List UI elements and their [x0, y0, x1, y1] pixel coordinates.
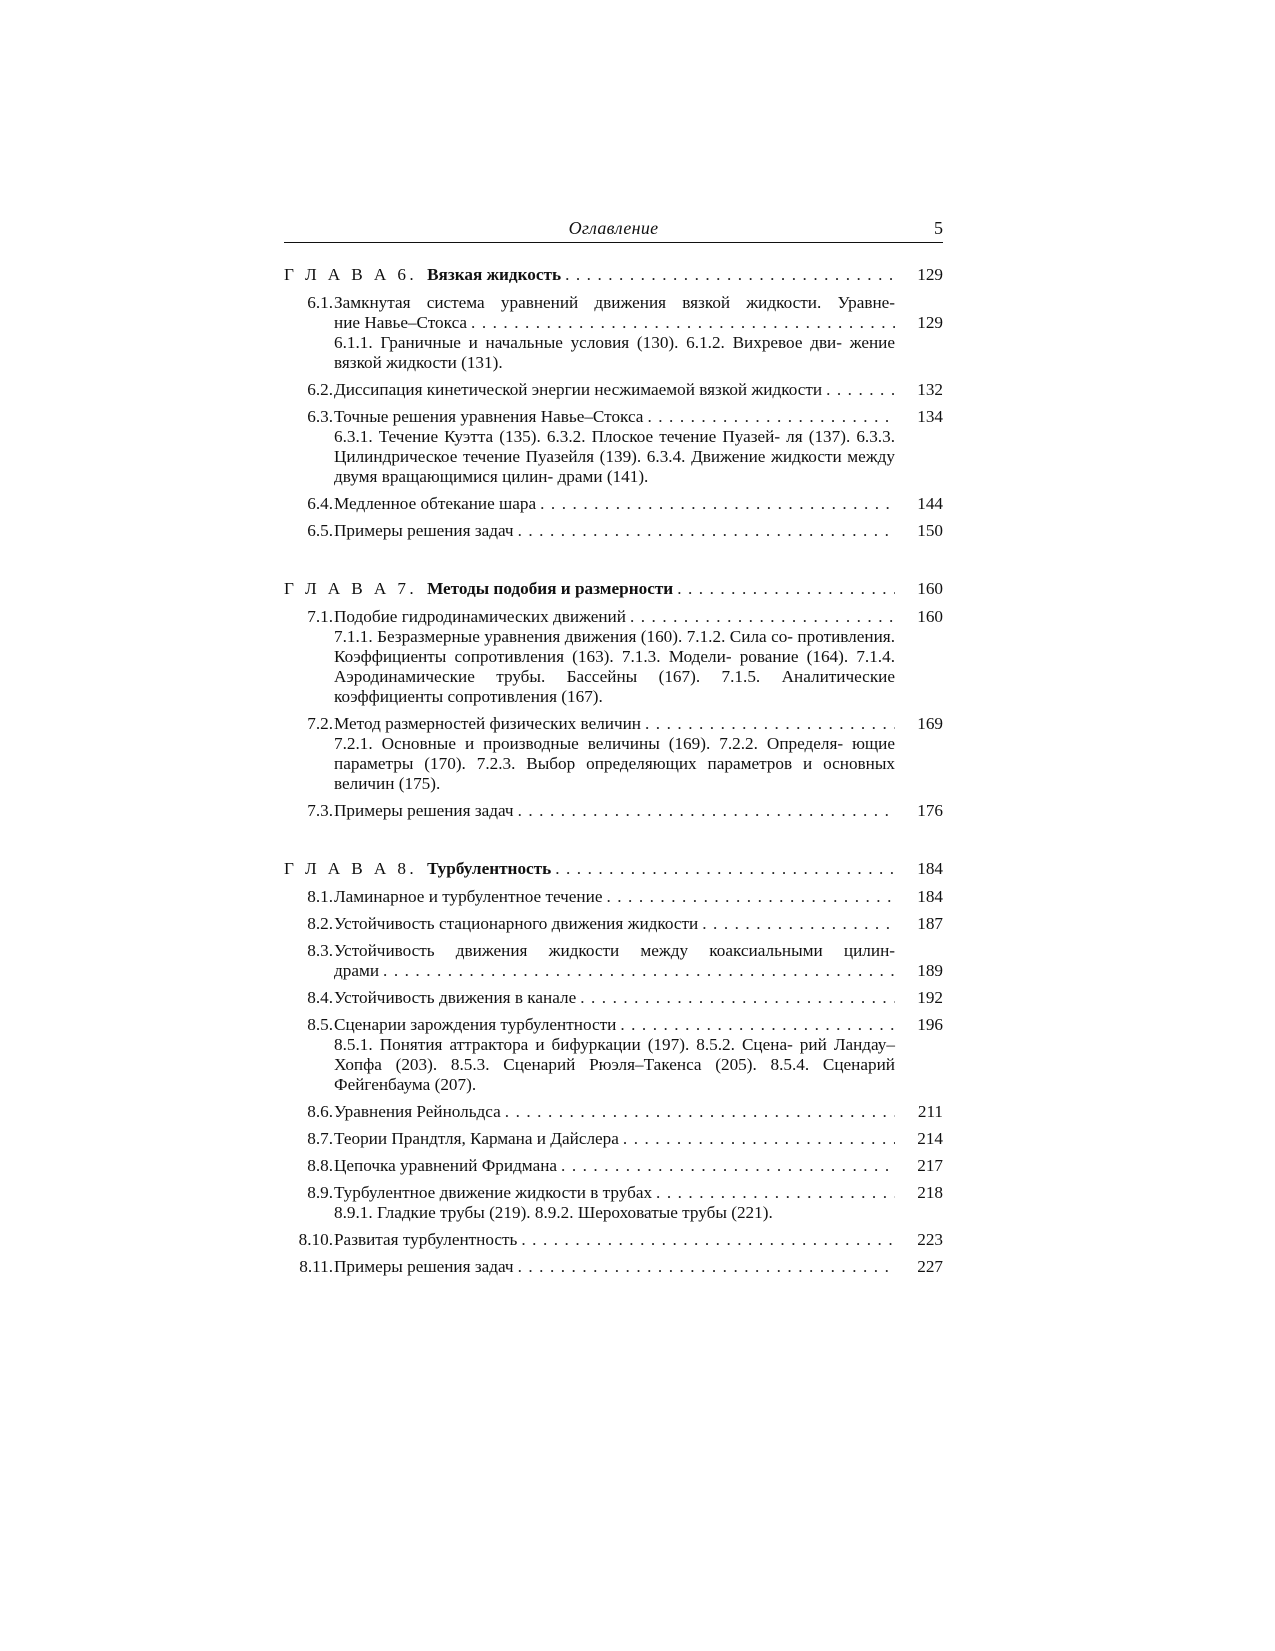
- table-of-contents: [284, 265, 943, 1277]
- section-title: Подобие гидродинамических движений: [334, 607, 626, 626]
- section-number: 8.7.: [307, 1129, 333, 1148]
- section-title: Сценарии зарождения турбулентности: [334, 1015, 617, 1034]
- toc-entry[interactable]: [284, 714, 943, 794]
- section-title: Медленное обтекание шара: [334, 494, 537, 513]
- toc-entry[interactable]: [284, 1102, 943, 1122]
- section-page-number: 169: [917, 714, 943, 733]
- chapter-heading[interactable]: [284, 579, 943, 599]
- toc-entry[interactable]: [284, 1156, 943, 1176]
- section-title: Цепочка уравнений Фридмана: [334, 1156, 558, 1175]
- chapter-title: Вязкая жидкость: [427, 265, 562, 284]
- section-page-number: 150: [917, 521, 943, 540]
- section-body: [334, 1015, 895, 1095]
- section-number: 8.3.: [307, 941, 333, 960]
- section-leader-line: [334, 1183, 895, 1203]
- section-number: 7.1.: [307, 607, 333, 626]
- dot-leader: [540, 494, 895, 514]
- chapter-block: [284, 579, 943, 821]
- section-page-number: 187: [917, 914, 943, 933]
- section-body: [334, 380, 895, 400]
- dot-leader: [645, 714, 895, 734]
- toc-entry[interactable]: [284, 801, 943, 821]
- dot-leader: [580, 988, 895, 1008]
- chapter-page-number: 184: [917, 859, 943, 878]
- section-body: [334, 714, 895, 794]
- section-leader-line: [334, 380, 895, 400]
- section-title: Примеры решения задач: [334, 521, 514, 540]
- section-title-line: Замкнутая система уравнений движения вязкой жидкости. Уравне-: [334, 293, 895, 312]
- section-number: 8.1.: [307, 887, 333, 906]
- chapter-leader-line: [284, 859, 895, 879]
- dot-leader: [606, 887, 895, 907]
- section-leader-line: [334, 521, 895, 541]
- dot-leader: [521, 1230, 895, 1250]
- subsection-list: 7.1.1. Безразмерные уравнения движения (160). 7.1.2. Сила со- противления. Коэффициенты сопротивления (163). 7.1.3. Модели- рование (164). 7.1.4. Аэродинамические трубы. Бассейны (167). 7.1.5. Аналитические коэффициенты сопротивления (167).: [334, 627, 895, 706]
- running-head-page-number: 5: [934, 218, 943, 238]
- section-body: [334, 521, 895, 541]
- section-body: [334, 914, 895, 934]
- subsection-list: 8.5.1. Понятия аттрактора и бифуркации (197). 8.5.2. Сцена- рий Ландау–Хопфа (203). 8.5.3. Сценарий Рюэля–Такенса (205). 8.5.4. Сценарий Фейгенбаума (207).: [334, 1035, 895, 1094]
- section-body: [334, 293, 895, 373]
- toc-page: [284, 216, 943, 1277]
- dot-leader: [630, 607, 895, 627]
- chapter-heading[interactable]: [284, 859, 943, 879]
- section-leader-line: [334, 494, 895, 514]
- subsection-list: 6.3.1. Течение Куэтта (135). 6.3.2. Плоское течение Пуазей- ля (137). 6.3.3. Цилиндрическое течение Пуазейля (139). 6.3.4. Движение жидкости между двумя вращающимися цилин- драми (141).: [334, 427, 895, 486]
- dot-leader: [561, 1156, 895, 1176]
- toc-entry[interactable]: [284, 407, 943, 487]
- section-title: Ламинарное и турбулентное течение: [334, 887, 603, 906]
- chapter-heading-text: [284, 579, 673, 599]
- running-head: [284, 216, 943, 243]
- section-page-number: 227: [917, 1257, 943, 1276]
- section-body: [334, 1183, 895, 1223]
- section-leader-line: [334, 313, 895, 333]
- dot-leader: [518, 1257, 895, 1277]
- section-page-number: 217: [917, 1156, 943, 1175]
- dot-leader: [471, 313, 895, 333]
- chapter-label: Г Л А В А 6.: [284, 265, 418, 284]
- toc-entry[interactable]: [284, 1230, 943, 1250]
- chapter-label: Г Л А В А 7.: [284, 579, 418, 598]
- section-body: [334, 887, 895, 907]
- chapter-heading-text: [284, 265, 561, 285]
- section-title-line: драми: [334, 961, 380, 980]
- dot-leader: [518, 801, 895, 821]
- chapter-page-number: 129: [917, 265, 943, 284]
- section-number: 8.8.: [307, 1156, 333, 1175]
- section-leader-line: [334, 887, 895, 907]
- section-title: Метод размерностей физических величин: [334, 714, 642, 733]
- section-page-number: 189: [917, 961, 943, 980]
- section-page-number: 184: [917, 887, 943, 906]
- dot-leader: [623, 1129, 895, 1149]
- section-title: Устойчивость движения в канале: [334, 988, 577, 1007]
- chapter-title: Турбулентность: [427, 859, 552, 878]
- chapter-title: Методы подобия и размерности: [427, 579, 674, 598]
- section-title: Диссипация кинетической энергии несжимаемой вязкой жидкости: [334, 380, 823, 399]
- section-page-number: 192: [917, 988, 943, 1007]
- section-body: [334, 941, 895, 981]
- dot-leader: [518, 521, 895, 541]
- toc-entry[interactable]: [284, 887, 943, 907]
- toc-entry[interactable]: [284, 941, 943, 981]
- section-title: Точные решения уравнения Навье–Стокса: [334, 407, 644, 426]
- running-head-title: Оглавление: [568, 218, 659, 238]
- section-title: Теории Прандтля, Кармана и Дайслера: [334, 1129, 619, 1148]
- section-page-number: 196: [917, 1015, 943, 1034]
- section-number: 8.2.: [307, 914, 333, 933]
- section-number: 8.9.: [307, 1183, 333, 1202]
- chapter-heading[interactable]: [284, 265, 943, 285]
- section-leader-line: [334, 988, 895, 1008]
- section-page-number: 132: [917, 380, 943, 399]
- section-page-number: 211: [917, 1102, 943, 1121]
- toc-entry[interactable]: [284, 293, 943, 373]
- section-leader-line: [334, 607, 895, 627]
- section-number: 8.6.: [307, 1102, 333, 1121]
- chapter-leader-line: [284, 265, 895, 285]
- section-body: [334, 1156, 895, 1176]
- chapter-page-number: 160: [917, 579, 943, 598]
- section-body: [334, 801, 895, 821]
- subsection-list: 8.9.1. Гладкие трубы (219). 8.9.2. Шероховатые трубы (221).: [334, 1203, 773, 1222]
- section-number: 7.3.: [307, 801, 333, 820]
- toc-entry[interactable]: [284, 914, 943, 934]
- section-body: [334, 607, 895, 707]
- chapter-leader-line: [284, 579, 895, 599]
- section-page-number: 134: [917, 407, 943, 426]
- section-page-number: 129: [917, 313, 943, 332]
- section-page-number: 223: [917, 1230, 943, 1249]
- toc-entry[interactable]: [284, 1257, 943, 1277]
- section-page-number: 218: [917, 1183, 943, 1202]
- dot-leader: [647, 407, 895, 427]
- section-leader-line: [334, 801, 895, 821]
- toc-entry[interactable]: [284, 988, 943, 1008]
- dot-leader: [826, 380, 895, 400]
- section-number: 7.2.: [307, 714, 333, 733]
- dot-leader: [702, 914, 895, 934]
- section-number: 6.5.: [307, 521, 333, 540]
- dot-leader: [555, 859, 895, 879]
- section-title: Примеры решения задач: [334, 1257, 514, 1276]
- section-number: 8.5.: [307, 1015, 333, 1034]
- section-title: Устойчивость стационарного движения жидкости: [334, 914, 699, 933]
- section-number: 6.4.: [307, 494, 333, 513]
- section-title-line: Устойчивость движения жидкости между коаксиальными цилин-: [334, 941, 895, 960]
- subsection-list: 6.1.1. Граничные и начальные условия (130). 6.1.2. Вихревое дви- жение вязкой жидкости (131).: [334, 333, 895, 372]
- section-leader-line: [334, 1015, 895, 1035]
- section-number: 8.11.: [299, 1257, 333, 1276]
- toc-entry[interactable]: [284, 1015, 943, 1095]
- section-title: Примеры решения задач: [334, 801, 514, 820]
- section-title: Турбулентное движение жидкости в трубах: [334, 1183, 653, 1202]
- toc-entry[interactable]: [284, 494, 943, 514]
- subsection-list: 7.2.1. Основные и производные величины (169). 7.2.2. Определя- ющие параметры (170). 7.2.3. Выбор определяющих параметров и основных величин (175).: [334, 734, 895, 793]
- dot-leader: [505, 1102, 895, 1122]
- section-number: 6.1.: [307, 293, 333, 312]
- section-title: Уравнения Рейнольдса: [334, 1102, 501, 1121]
- chapter-heading-text: [284, 859, 551, 879]
- section-number: 8.4.: [307, 988, 333, 1007]
- section-title-line: ние Навье–Стокса: [334, 313, 468, 332]
- section-number: 6.3.: [307, 407, 333, 426]
- section-leader-line: [334, 1156, 895, 1176]
- section-page-number: 176: [917, 801, 943, 820]
- section-body: [334, 1129, 895, 1149]
- section-body: [334, 1230, 895, 1250]
- section-body: [334, 1102, 895, 1122]
- section-leader-line: [334, 1102, 895, 1122]
- section-leader-line: [334, 914, 895, 934]
- section-leader-line: [334, 1257, 895, 1277]
- section-page-number: 160: [917, 607, 943, 626]
- dot-leader: [677, 579, 895, 599]
- section-leader-line: [334, 1230, 895, 1250]
- dot-leader: [565, 265, 895, 285]
- toc-entry[interactable]: [284, 1183, 943, 1223]
- toc-entry[interactable]: [284, 521, 943, 541]
- chapter-label: Г Л А В А 8.: [284, 859, 418, 878]
- section-leader-line: [334, 1129, 895, 1149]
- section-page-number: 144: [917, 494, 943, 513]
- section-leader-line: [334, 961, 895, 981]
- section-title: Развитая турбулентность: [334, 1230, 518, 1249]
- section-body: [334, 1257, 895, 1277]
- toc-entry[interactable]: [284, 380, 943, 400]
- chapter-block: [284, 859, 943, 1277]
- toc-entry[interactable]: [284, 1129, 943, 1149]
- section-leader-line: [334, 407, 895, 427]
- section-number: 6.2.: [307, 380, 333, 399]
- toc-entry[interactable]: [284, 607, 943, 707]
- dot-leader: [656, 1183, 895, 1203]
- section-body: [334, 494, 895, 514]
- section-page-number: 214: [917, 1129, 943, 1148]
- section-number: 8.10.: [298, 1230, 333, 1249]
- section-body: [334, 988, 895, 1008]
- section-body: [334, 407, 895, 487]
- dot-leader: [383, 961, 895, 981]
- chapter-block: [284, 265, 943, 541]
- section-leader-line: [334, 714, 895, 734]
- dot-leader: [620, 1015, 895, 1035]
